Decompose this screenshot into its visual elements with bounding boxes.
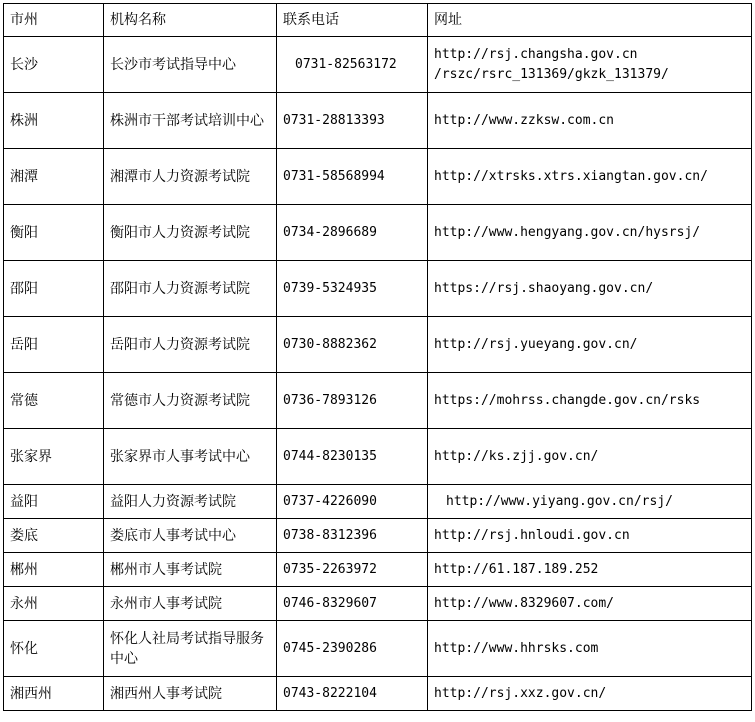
url-link[interactable]: http://www.hhrsks.com bbox=[434, 640, 599, 656]
url-link[interactable]: http://ks.zjj.gov.cn/ bbox=[434, 448, 599, 464]
city-cell: 郴州 bbox=[4, 553, 104, 587]
url-cell[interactable] bbox=[428, 553, 752, 587]
phone-cell: 0746-8329607 bbox=[277, 587, 428, 621]
phone-cell: 0731-28813393 bbox=[277, 93, 428, 149]
city-cell: 张家界 bbox=[4, 429, 104, 485]
url-cell[interactable] bbox=[428, 149, 752, 205]
phone-cell: 0738-8312396 bbox=[277, 519, 428, 553]
table-row bbox=[4, 553, 752, 587]
url-cell[interactable] bbox=[428, 485, 752, 519]
org-cell: 益阳人力资源考试院 bbox=[104, 485, 277, 519]
url-cell[interactable] bbox=[428, 37, 752, 93]
table-row bbox=[4, 93, 752, 149]
org-cell: 怀化人社局考试指导服务中心 bbox=[104, 621, 277, 677]
url-cell[interactable] bbox=[428, 587, 752, 621]
header-org: 机构名称 bbox=[104, 4, 277, 37]
org-cell: 湘潭市人力资源考试院 bbox=[104, 149, 277, 205]
table-row bbox=[4, 677, 752, 711]
url-link[interactable]: http://www.8329607.com/ bbox=[434, 595, 615, 611]
org-cell: 湘西州人事考试院 bbox=[104, 677, 277, 711]
url-cell[interactable] bbox=[428, 621, 752, 677]
table-row bbox=[4, 261, 752, 317]
phone-cell: 0736-7893126 bbox=[277, 373, 428, 429]
url-cell[interactable] bbox=[428, 261, 752, 317]
url-link[interactable]: http://www.yiyang.gov.cn/rsj/ bbox=[446, 493, 673, 509]
table-row bbox=[4, 149, 752, 205]
table-row bbox=[4, 621, 752, 677]
city-cell: 益阳 bbox=[4, 485, 104, 519]
city-cell: 衡阳 bbox=[4, 205, 104, 261]
city-cell: 娄底 bbox=[4, 519, 104, 553]
table-row bbox=[4, 429, 752, 485]
phone-cell: 0737-4226090 bbox=[277, 485, 428, 519]
city-cell: 常德 bbox=[4, 373, 104, 429]
org-cell: 常德市人力资源考试院 bbox=[104, 373, 277, 429]
url-link[interactable]: https://mohrss.changde.gov.cn/rsks bbox=[434, 392, 701, 408]
table-row bbox=[4, 485, 752, 519]
url-link[interactable]: http://www.hengyang.gov.cn/hysrsj/ bbox=[434, 224, 701, 240]
url-link[interactable]: http://xtrsks.xtrs.xiangtan.gov.cn/ bbox=[434, 168, 708, 184]
table-row bbox=[4, 205, 752, 261]
table-row bbox=[4, 317, 752, 373]
url-cell[interactable] bbox=[428, 677, 752, 711]
city-cell: 株洲 bbox=[4, 93, 104, 149]
org-cell: 岳阳市人力资源考试院 bbox=[104, 317, 277, 373]
url-cell[interactable] bbox=[428, 519, 752, 553]
org-cell: 株洲市干部考试培训中心 bbox=[104, 93, 277, 149]
phone-cell: 0745-2390286 bbox=[277, 621, 428, 677]
table-row bbox=[4, 373, 752, 429]
org-cell: 娄底市人事考试中心 bbox=[104, 519, 277, 553]
org-cell: 衡阳市人力资源考试院 bbox=[104, 205, 277, 261]
url-cell[interactable] bbox=[428, 429, 752, 485]
phone-cell: 0734-2896689 bbox=[277, 205, 428, 261]
phone-cell: 0739-5324935 bbox=[277, 261, 428, 317]
phone-cell: 0743-8222104 bbox=[277, 677, 428, 711]
city-cell: 湘潭 bbox=[4, 149, 104, 205]
header-url: 网址 bbox=[428, 4, 752, 37]
url-cell[interactable] bbox=[428, 373, 752, 429]
org-cell: 长沙市考试指导中心 bbox=[104, 37, 277, 93]
url-link[interactable]: http://rsj.changsha.gov.cn bbox=[434, 46, 638, 62]
org-cell: 张家界市人事考试中心 bbox=[104, 429, 277, 485]
city-cell: 长沙 bbox=[4, 37, 104, 93]
url-cell[interactable] bbox=[428, 317, 752, 373]
phone-cell: 0735-2263972 bbox=[277, 553, 428, 587]
city-cell: 邵阳 bbox=[4, 261, 104, 317]
url-link-continuation[interactable]: /rszc/rsrc_131369/gkzk_131379/ bbox=[434, 66, 669, 82]
org-cell: 郴州市人事考试院 bbox=[104, 553, 277, 587]
url-link[interactable]: http://rsj.xxz.gov.cn/ bbox=[434, 685, 607, 701]
city-cell: 湘西州 bbox=[4, 677, 104, 711]
phone-cell: 0744-8230135 bbox=[277, 429, 428, 485]
table-row bbox=[4, 519, 752, 553]
url-cell[interactable] bbox=[428, 205, 752, 261]
exam-center-contact-table bbox=[3, 3, 752, 711]
phone-cell: 0730-8882362 bbox=[277, 317, 428, 373]
header-city: 市州 bbox=[4, 4, 104, 37]
phone-cell: 0731-82563172 bbox=[277, 37, 428, 93]
org-cell: 永州市人事考试院 bbox=[104, 587, 277, 621]
url-link[interactable]: http://61.187.189.252 bbox=[434, 561, 599, 577]
url-link[interactable]: https://rsj.shaoyang.gov.cn/ bbox=[434, 280, 654, 296]
header-phone: 联系电话 bbox=[277, 4, 428, 37]
table-header-row bbox=[4, 4, 752, 37]
city-cell: 永州 bbox=[4, 587, 104, 621]
org-cell: 邵阳市人力资源考试院 bbox=[104, 261, 277, 317]
table-row bbox=[4, 37, 752, 93]
url-link[interactable]: http://rsj.hnloudi.gov.cn bbox=[434, 527, 630, 543]
city-cell: 岳阳 bbox=[4, 317, 104, 373]
url-link[interactable]: http://rsj.yueyang.gov.cn/ bbox=[434, 336, 638, 352]
city-cell: 怀化 bbox=[4, 621, 104, 677]
table-row bbox=[4, 587, 752, 621]
url-link[interactable]: http://www.zzksw.com.cn bbox=[434, 112, 615, 128]
url-cell[interactable] bbox=[428, 93, 752, 149]
phone-cell: 0731-58568994 bbox=[277, 149, 428, 205]
